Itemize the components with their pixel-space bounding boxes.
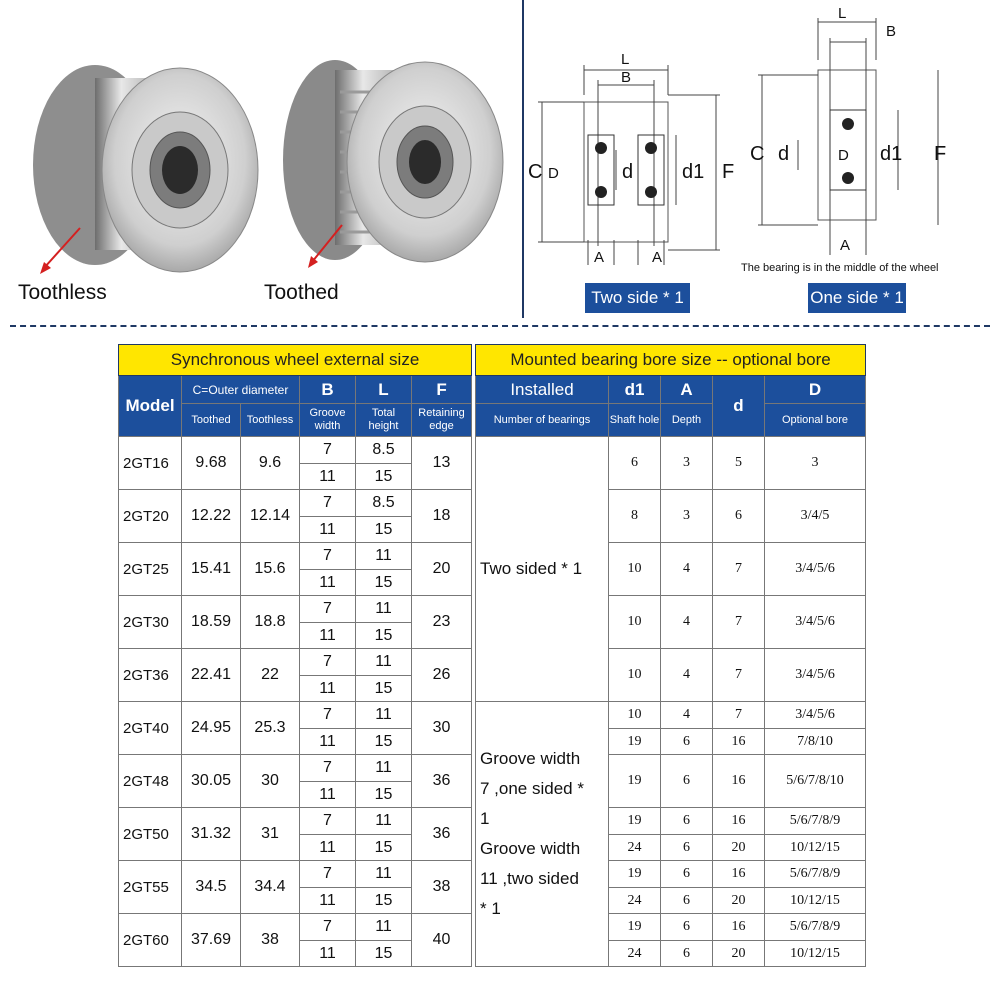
retaining-edge-cell: 23 — [412, 596, 472, 649]
total-height-cell: 15 — [356, 729, 412, 755]
total-height-cell: 11 — [356, 543, 412, 570]
d-cell: 7 — [713, 543, 765, 596]
two-side-d: d — [622, 161, 634, 183]
table-row — [119, 543, 472, 570]
toothed-diameter-cell: 15.41 — [182, 543, 241, 596]
b-header: B — [300, 376, 356, 404]
installed-group-line: 11 ,two sided — [480, 869, 579, 888]
depth-cell: 3 — [661, 490, 713, 543]
d-cell: 20 — [713, 835, 765, 861]
pulley-photos — [0, 0, 520, 310]
a-header: A — [661, 376, 713, 404]
groove-width-cell: 7 — [300, 649, 356, 676]
groove-width-cell: 7 — [300, 914, 356, 941]
installed-group-two-sided: Two sided * 1 — [476, 437, 609, 702]
installed-group-groove — [476, 702, 609, 967]
bearing-bore-title: Mounted bearing bore size -- optional bore — [476, 345, 866, 376]
f-header: F — [412, 376, 472, 404]
optional-bore-cell: 3/4/5/6 — [765, 596, 866, 649]
total-height-cell: 11 — [356, 808, 412, 835]
d-cell: 7 — [713, 596, 765, 649]
optional-bore-cell: 7/8/10 — [765, 729, 866, 755]
installed-group-line: Groove width — [480, 839, 581, 858]
total-height-cell: 15 — [356, 570, 412, 596]
optional-bore-cell: 10/12/15 — [765, 888, 866, 914]
retaining-edge-cell: 18 — [412, 490, 472, 543]
depth-cell: 6 — [661, 808, 713, 835]
one-side-note: The bearing is in the middle of the wheel — [741, 262, 939, 274]
d-cell: 16 — [713, 914, 765, 941]
toothed-pulley-image — [283, 60, 503, 262]
model-header: Model — [119, 376, 182, 437]
total-height-cell: 11 — [356, 914, 412, 941]
total-height-cell: 15 — [356, 941, 412, 967]
section-divider — [522, 0, 524, 318]
retaining-edge-cell: 26 — [412, 649, 472, 702]
model-cell: 2GT25 — [119, 543, 182, 596]
groove-width-cell: 7 — [300, 861, 356, 888]
d-cell: 7 — [713, 702, 765, 729]
optional-bore-cell: 10/12/15 — [765, 941, 866, 967]
retaining-edge-cell: 13 — [412, 437, 472, 490]
installed-group-line: 7 ,one sided * — [480, 779, 584, 798]
model-cell: 2GT16 — [119, 437, 182, 490]
d-cell: 16 — [713, 755, 765, 808]
toothless-diameter-cell: 38 — [241, 914, 300, 967]
optional-bore-cell: 3/4/5/6 — [765, 649, 866, 702]
d-cell: 16 — [713, 729, 765, 755]
groove-width-cell: 7 — [300, 755, 356, 782]
shaft-hole-cell: 10 — [609, 649, 661, 702]
d1-header: d1 — [609, 376, 661, 404]
toothless-diameter-cell: 34.4 — [241, 861, 300, 914]
shaft-hole-cell: 10 — [609, 702, 661, 729]
depth-cell: 4 — [661, 596, 713, 649]
optional-bore-cell: 3/4/5/6 — [765, 543, 866, 596]
total-height-cell: 15 — [356, 835, 412, 861]
depth-cell: 4 — [661, 543, 713, 596]
total-height-cell: 15 — [356, 782, 412, 808]
model-cell: 2GT40 — [119, 702, 182, 755]
groove-width-cell: 11 — [300, 623, 356, 649]
shaft-hole-cell: 19 — [609, 755, 661, 808]
installed-group-line: * 1 — [480, 899, 501, 918]
one-side-F: F — [934, 143, 947, 165]
two-side-diagram — [526, 40, 748, 272]
total-height-cell: 15 — [356, 464, 412, 490]
toothless-diameter-cell: 15.6 — [241, 543, 300, 596]
depth-cell: 6 — [661, 755, 713, 808]
depth-cell: 6 — [661, 914, 713, 941]
optional-bore-header: Optional bore — [765, 404, 866, 437]
model-cell: 2GT60 — [119, 914, 182, 967]
groove-width-cell: 11 — [300, 941, 356, 967]
table-row — [119, 861, 472, 888]
two-side-d1: d1 — [682, 161, 705, 183]
external-size-title: Synchronous wheel external size — [119, 345, 472, 376]
total-height-cell: 8.5 — [356, 490, 412, 517]
retaining-edge-cell: 36 — [412, 755, 472, 808]
groove-width-cell: 7 — [300, 543, 356, 570]
external-size-table — [118, 344, 472, 967]
retaining-edge-header: Retaining edge — [412, 404, 472, 437]
optional-bore-cell: 5/6/7/8/9 — [765, 861, 866, 888]
shaft-hole-cell: 19 — [609, 808, 661, 835]
total-height-cell: 11 — [356, 861, 412, 888]
shaft-hole-cell: 6 — [609, 437, 661, 490]
depth-cell: 6 — [661, 729, 713, 755]
model-cell: 2GT30 — [119, 596, 182, 649]
toothless-header: Toothless — [241, 404, 300, 437]
toothed-diameter-cell: 30.05 — [182, 755, 241, 808]
two-side-C: C — [528, 161, 543, 183]
shaft-hole-cell: 19 — [609, 861, 661, 888]
d-cell: 7 — [713, 649, 765, 702]
two-side-F: F — [722, 161, 735, 183]
d-header: d — [713, 376, 765, 437]
groove-width-cell: 11 — [300, 782, 356, 808]
depth-cell: 6 — [661, 861, 713, 888]
groove-width-cell: 11 — [300, 570, 356, 596]
table-row — [476, 702, 866, 729]
retaining-edge-cell: 38 — [412, 861, 472, 914]
toothed-diameter-cell: 18.59 — [182, 596, 241, 649]
table-row — [119, 808, 472, 835]
total-height-cell: 11 — [356, 702, 412, 729]
depth-cell: 6 — [661, 835, 713, 861]
groove-width-header: Groove width — [300, 404, 356, 437]
shaft-hole-cell: 10 — [609, 543, 661, 596]
retaining-edge-cell: 20 — [412, 543, 472, 596]
toothless-label: Toothless — [18, 281, 107, 304]
toothed-diameter-cell: 34.5 — [182, 861, 241, 914]
depth-cell: 6 — [661, 888, 713, 914]
total-height-header: Total height — [356, 404, 412, 437]
toothed-diameter-cell: 31.32 — [182, 808, 241, 861]
toothless-diameter-cell: 22 — [241, 649, 300, 702]
toothless-diameter-cell: 31 — [241, 808, 300, 861]
groove-width-cell: 11 — [300, 729, 356, 755]
table-row — [476, 437, 866, 490]
toothed-header: Toothed — [182, 404, 241, 437]
optional-bore-cell: 3/4/5 — [765, 490, 866, 543]
shaft-hole-cell: 24 — [609, 835, 661, 861]
depth-cell: 4 — [661, 649, 713, 702]
groove-width-cell: 7 — [300, 596, 356, 623]
d-cell: 20 — [713, 941, 765, 967]
toothed-diameter-cell: 12.22 — [182, 490, 241, 543]
optional-bore-cell: 5/6/7/8/9 — [765, 914, 866, 941]
one-side-badge: One side * 1 — [808, 283, 906, 313]
toothed-label: Toothed — [264, 281, 339, 304]
outer-diameter-header: C=Outer diameter — [182, 376, 300, 404]
optional-bore-cell: 3 — [765, 437, 866, 490]
table-row — [119, 596, 472, 623]
d-cell: 5 — [713, 437, 765, 490]
one-side-diagram — [748, 0, 1000, 262]
installed-group-line: 1 — [480, 809, 490, 828]
one-side-C: C — [750, 143, 765, 165]
d-cell: 16 — [713, 861, 765, 888]
total-height-cell: 15 — [356, 517, 412, 543]
num-bearings-header: Number of bearings — [476, 404, 609, 437]
installed-header: Installed — [476, 376, 609, 404]
two-side-D: D — [548, 165, 559, 182]
toothless-diameter-cell: 12.14 — [241, 490, 300, 543]
toothless-pulley-image — [33, 65, 258, 272]
dashed-divider — [10, 325, 990, 327]
model-cell: 2GT55 — [119, 861, 182, 914]
shaft-hole-cell: 19 — [609, 729, 661, 755]
table-row — [119, 437, 472, 464]
two-side-L: L — [621, 51, 630, 68]
total-height-cell: 15 — [356, 623, 412, 649]
groove-width-cell: 11 — [300, 835, 356, 861]
retaining-edge-cell: 30 — [412, 702, 472, 755]
table-row — [119, 914, 472, 941]
bearing-bore-table — [475, 344, 866, 967]
optional-bore-cell: 10/12/15 — [765, 835, 866, 861]
toothless-diameter-cell: 18.8 — [241, 596, 300, 649]
groove-width-cell: 7 — [300, 808, 356, 835]
one-side-d: d — [778, 143, 790, 165]
retaining-edge-cell: 40 — [412, 914, 472, 967]
optional-bore-cell: 5/6/7/8/9 — [765, 808, 866, 835]
toothed-diameter-cell: 24.95 — [182, 702, 241, 755]
d-cell: 6 — [713, 490, 765, 543]
two-side-badge: Two side * 1 — [585, 283, 690, 313]
depth-cell: 3 — [661, 437, 713, 490]
groove-width-cell: 11 — [300, 888, 356, 914]
bore-D-header: D — [765, 376, 866, 404]
d-cell: 16 — [713, 808, 765, 835]
toothed-diameter-cell: 22.41 — [182, 649, 241, 702]
total-height-cell: 8.5 — [356, 437, 412, 464]
shaft-hole-cell: 19 — [609, 914, 661, 941]
two-side-A-right: A — [652, 249, 663, 266]
table-row — [119, 755, 472, 782]
total-height-cell: 11 — [356, 755, 412, 782]
toothless-diameter-cell: 9.6 — [241, 437, 300, 490]
table-row — [119, 490, 472, 517]
groove-width-cell: 7 — [300, 490, 356, 517]
l-header: L — [356, 376, 412, 404]
two-side-B: B — [621, 69, 632, 86]
total-height-cell: 11 — [356, 649, 412, 676]
table-row — [119, 649, 472, 676]
shaft-hole-cell: 24 — [609, 888, 661, 914]
depth-cell: 4 — [661, 702, 713, 729]
table-row — [119, 702, 472, 729]
groove-width-cell: 7 — [300, 702, 356, 729]
groove-width-cell: 11 — [300, 464, 356, 490]
shaft-hole-cell: 8 — [609, 490, 661, 543]
total-height-cell: 15 — [356, 676, 412, 702]
shaft-hole-cell: 10 — [609, 596, 661, 649]
one-side-L: L — [838, 5, 847, 22]
two-side-A-left: A — [594, 249, 605, 266]
one-side-B: B — [886, 23, 897, 40]
installed-group-line: Groove width — [480, 749, 581, 768]
retaining-edge-cell: 36 — [412, 808, 472, 861]
optional-bore-cell: 3/4/5/6 — [765, 702, 866, 729]
toothed-diameter-cell: 37.69 — [182, 914, 241, 967]
model-cell: 2GT20 — [119, 490, 182, 543]
model-cell: 2GT36 — [119, 649, 182, 702]
shaft-hole-header: Shaft hole — [609, 404, 661, 437]
groove-width-cell: 11 — [300, 676, 356, 702]
one-side-d1: d1 — [880, 143, 903, 165]
shaft-hole-cell: 24 — [609, 941, 661, 967]
model-cell: 2GT48 — [119, 755, 182, 808]
groove-width-cell: 11 — [300, 517, 356, 543]
toothless-diameter-cell: 30 — [241, 755, 300, 808]
depth-header: Depth — [661, 404, 713, 437]
optional-bore-cell: 5/6/7/8/10 — [765, 755, 866, 808]
one-side-D: D — [838, 147, 849, 164]
toothless-diameter-cell: 25.3 — [241, 702, 300, 755]
model-cell: 2GT50 — [119, 808, 182, 861]
one-side-A: A — [840, 237, 851, 254]
total-height-cell: 11 — [356, 596, 412, 623]
groove-width-cell: 7 — [300, 437, 356, 464]
depth-cell: 6 — [661, 941, 713, 967]
total-height-cell: 15 — [356, 888, 412, 914]
d-cell: 20 — [713, 888, 765, 914]
toothed-diameter-cell: 9.68 — [182, 437, 241, 490]
